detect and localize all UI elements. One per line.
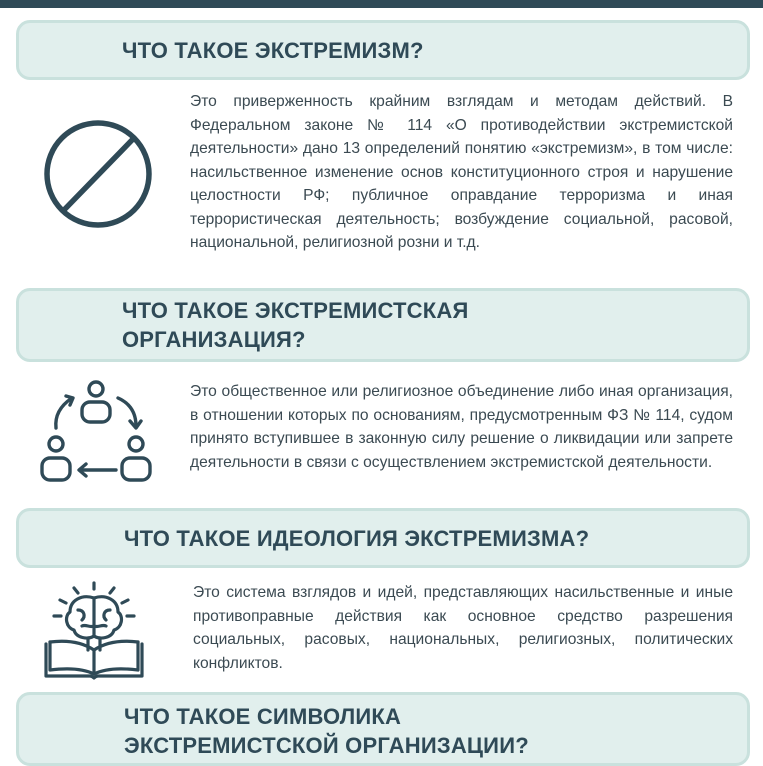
section-1-title: ЧТО ТАКОЕ ЭКСТРЕМИЗМ? [122,38,424,63]
people-cycle-icon [36,376,158,488]
brain-book-icon [42,580,146,680]
prohibition-icon [42,118,154,230]
section-2-title: ЧТО ТАКОЕ ЭКСТРЕМИСТСКАЯ ОРГАНИЗАЦИЯ? [122,298,469,352]
top-bar [0,0,763,8]
section-3-title: ЧТО ТАКОЕ ИДЕОЛОГИЯ ЭКСТРЕМИЗМА? [124,526,590,551]
section-1-text: Это приверженность крайним взглядам и методам действий. В Федеральном законе № 114 «О противодействии экстремистской деятельности» дано 13 определений понятию «экстремизм», в том числе: насильственное изменение основ конституционного строя и нарушение целостности РФ; публичное оправдание терроризма и иная террористическая деятельность; возбуждение социальной, расовой, национальной, религиозной розни и т.д. [190,93,733,251]
section-3-text: Это система взглядов и идей, представляющих насильственные и иные противоправные действия как основное средство разрешения социальных, расовых, национальных, религиозных, политических конфликтов. [193,584,733,672]
section-4-title: ЧТО ТАКОЕ СИМВОЛИКА ЭКСТРЕМИСТСКОЙ ОРГАНИЗАЦИИ? [124,704,529,758]
section-2-text: Это общественное или религиозное объединение либо иная организация, в отношении которых по основаниям, предусмотренным ФЗ № 114, судом принято вступившее в законную силу решение о ликвидации или запрете деятельности в связи с осуществлением экстремистской деятельности. [190,383,733,471]
